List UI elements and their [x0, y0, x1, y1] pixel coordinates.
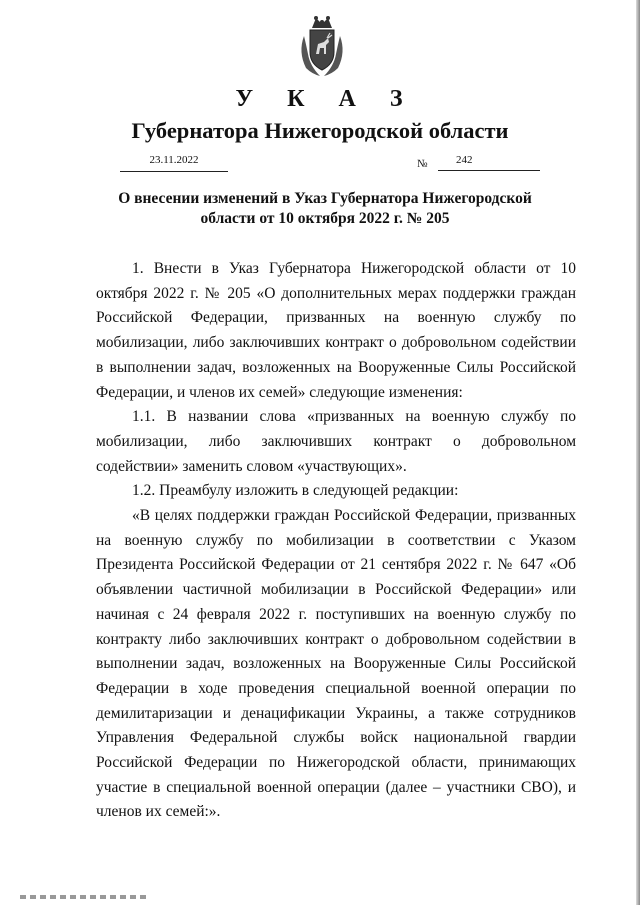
document-body: [96, 257, 576, 825]
document-heading: [110, 189, 540, 228]
coat-of-arms-icon: [296, 14, 348, 78]
paragraph-preamble: «В целях поддержки граждан Российской Федерации, призванных на военную службу по мобилизации в соответствии с Указом Президента Российской Федерации от 21 сентября 2022 г. № 647 «Об объявлении частичной мобилизации в Российской Федерации» или начиная с 24 февраля 2022 г. поступивших на военную службу по контракту либо заключивших контракт о добровольном содействии в выполнении задач, возложенных на Вооруженные Силы Российской Федерации в ходе проведения специальной военной операции по демилитаризации и денацификации Украины, а также сотрудников Управления Федеральной службы войск национальной гвардии Российской Федерации по Нижегородской области, принимающих участие в специальной военной операции (далее – участники СВО), и членов их семей:».: [96, 507, 576, 821]
document-number: 242: [438, 152, 540, 171]
scan-footer-mark: [20, 895, 150, 899]
page-edge: [636, 0, 640, 905]
document-date: 23.11.2022: [120, 152, 228, 172]
heading-line-1: О внесении изменений в Указ Губернатора Нижегородской: [118, 190, 532, 207]
document-title: У К А З: [235, 86, 417, 112]
paragraph-1-1: 1.1. В названии слова «призванных на военную службу по мобилизации, либо заключивших контракт о добровольном содействии» заменить словом «участвующих».: [96, 408, 576, 475]
paragraph-1: 1. Внести в Указ Губернатора Нижегородской области от 10 октября 2022 г. № 205 «О дополнительных мерах поддержки граждан Российской Федерации, призванных на военную службу по мобилизации, либо заключивших контракт о добровольном содействии в выполнении задач, возложенных на Вооруженные Силы Российской Федерации, и членов их семей» следующие изменения:: [96, 260, 576, 401]
document-subtitle: Губернатора Нижегородской области: [131, 118, 509, 143]
paragraph-1-2: 1.2. Преамбулу изложить в следующей редакции:: [132, 482, 459, 500]
heading-line-2: области от 10 октября 2022 г. № 205: [200, 209, 450, 227]
number-label: №: [417, 158, 428, 170]
